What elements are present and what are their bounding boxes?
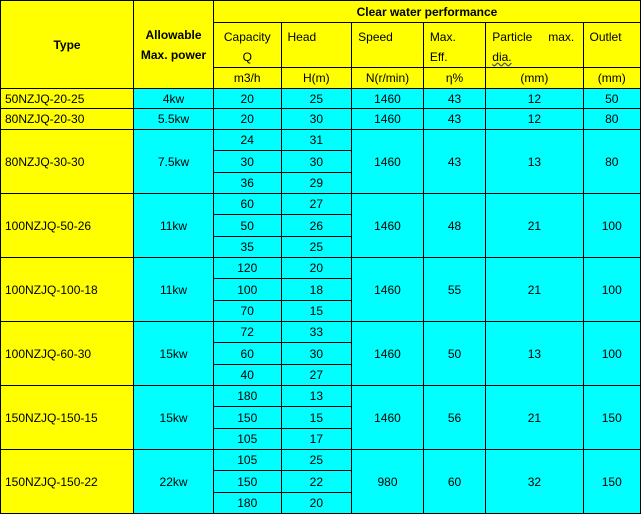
table-row <box>1 130 641 151</box>
table-row <box>1 109 641 130</box>
table-row <box>1 194 641 215</box>
speed-cell: 1460 <box>352 386 424 450</box>
capacity-cell: 180 <box>213 493 281 514</box>
head-cell: 30 <box>281 343 352 365</box>
header-head: Head <box>281 23 352 68</box>
capacity-cell: 36 <box>213 173 281 194</box>
head-cell: 20 <box>281 493 352 514</box>
particle-cell: 21 <box>486 386 583 450</box>
capacity-cell: 105 <box>213 450 281 471</box>
model-type-cell: 50NZJQ-20-25 <box>1 89 134 109</box>
head-cell: 33 <box>281 322 352 343</box>
capacity-cell: 40 <box>213 365 281 386</box>
header-capacity-label: Capacity <box>223 30 271 44</box>
unit-capacity: m3/h <box>213 68 281 89</box>
capacity-cell: 60 <box>213 194 281 215</box>
capacity-cell: 150 <box>213 407 281 429</box>
speed-cell: 1460 <box>352 130 424 194</box>
speed-cell: 1460 <box>352 109 424 130</box>
capacity-cell: 72 <box>213 322 281 343</box>
unit-particle: (mm) <box>486 68 583 89</box>
particle-cell: 12 <box>486 109 583 130</box>
header-max-power-label: Max. power <box>140 47 207 62</box>
outlet-cell: 150 <box>583 450 640 514</box>
efficiency-cell: 50 <box>423 322 485 386</box>
header-outlet: Outlet <box>583 23 640 68</box>
head-cell: 13 <box>281 386 352 407</box>
particle-cell: 13 <box>486 322 583 386</box>
efficiency-cell: 48 <box>423 194 485 258</box>
capacity-cell: 120 <box>213 258 281 279</box>
speed-cell: 1460 <box>352 194 424 258</box>
particle-cell: 21 <box>486 194 583 258</box>
table-row <box>1 386 641 407</box>
particle-cell: 32 <box>486 450 583 514</box>
header-speed: Speed <box>352 23 424 68</box>
header-eff-label: Eff. <box>429 50 448 64</box>
efficiency-cell: 43 <box>423 89 485 109</box>
outlet-cell: 150 <box>583 386 640 450</box>
header-dia-label: dia. <box>492 50 512 64</box>
model-type-cell: 150NZJQ-150-15 <box>1 386 134 450</box>
unit-eff: η% <box>423 68 485 89</box>
header-particle-label: Particle <box>492 30 533 44</box>
outlet-cell: 100 <box>583 322 640 386</box>
capacity-cell: 20 <box>213 89 281 109</box>
head-cell: 25 <box>281 237 352 258</box>
outlet-cell: 80 <box>583 109 640 130</box>
capacity-cell: 180 <box>213 386 281 407</box>
model-type-cell: 80NZJQ-20-30 <box>1 109 134 130</box>
model-type-cell: 150NZJQ-150-22 <box>1 450 134 514</box>
capacity-cell: 50 <box>213 215 281 237</box>
outlet-cell: 80 <box>583 130 640 194</box>
header-max-eff <box>423 23 485 68</box>
capacity-cell: 150 <box>213 471 281 493</box>
power-cell: 22kw <box>134 450 214 514</box>
outlet-cell: 100 <box>583 258 640 322</box>
capacity-cell: 35 <box>213 237 281 258</box>
power-cell: 5.5kw <box>134 109 214 130</box>
power-cell: 4kw <box>134 89 214 109</box>
model-type-cell: 100NZJQ-50-26 <box>1 194 134 258</box>
power-cell: 7.5kw <box>134 130 214 194</box>
speed-cell: 980 <box>352 450 424 514</box>
header-particle-max-label: max. <box>548 30 575 44</box>
table-row <box>1 450 641 471</box>
header-capacity-symbol: Q <box>242 50 252 64</box>
table-row <box>1 89 641 109</box>
head-cell: 26 <box>281 215 352 237</box>
particle-cell: 13 <box>486 130 583 194</box>
head-cell: 30 <box>281 109 352 130</box>
efficiency-cell: 56 <box>423 386 485 450</box>
power-cell: 11kw <box>134 258 214 322</box>
speed-cell: 1460 <box>352 89 424 109</box>
header-particle-max-dia <box>486 23 583 68</box>
head-cell: 20 <box>281 258 352 279</box>
capacity-cell: 60 <box>213 343 281 365</box>
table-row <box>1 258 641 279</box>
head-cell: 31 <box>281 130 352 151</box>
capacity-cell: 24 <box>213 130 281 151</box>
capacity-cell: 105 <box>213 429 281 450</box>
header-type: Type <box>1 1 134 89</box>
head-cell: 15 <box>281 407 352 429</box>
speed-cell: 1460 <box>352 322 424 386</box>
particle-cell: 21 <box>486 258 583 322</box>
header-clear-water-performance: Clear water performance <box>213 1 640 23</box>
header-allowable-power <box>134 1 214 89</box>
outlet-cell: 50 <box>583 89 640 109</box>
header-capacity <box>213 23 281 68</box>
particle-cell: 12 <box>486 89 583 109</box>
head-cell: 30 <box>281 151 352 173</box>
head-cell: 29 <box>281 173 352 194</box>
table-row <box>1 322 641 343</box>
power-cell: 15kw <box>134 322 214 386</box>
model-type-cell: 100NZJQ-100-18 <box>1 258 134 322</box>
head-cell: 27 <box>281 365 352 386</box>
capacity-cell: 30 <box>213 151 281 173</box>
efficiency-cell: 43 <box>423 130 485 194</box>
head-cell: 17 <box>281 429 352 450</box>
power-cell: 11kw <box>134 194 214 258</box>
model-type-cell: 100NZJQ-60-30 <box>1 322 134 386</box>
power-cell: 15kw <box>134 386 214 450</box>
capacity-cell: 100 <box>213 279 281 301</box>
efficiency-cell: 43 <box>423 109 485 130</box>
head-cell: 25 <box>281 89 352 109</box>
head-cell: 18 <box>281 279 352 301</box>
head-cell: 22 <box>281 471 352 493</box>
unit-speed: N(r/min) <box>352 68 424 89</box>
head-cell: 27 <box>281 194 352 215</box>
capacity-cell: 20 <box>213 109 281 130</box>
speed-cell: 1460 <box>352 258 424 322</box>
header-max-label: Max. <box>429 30 456 44</box>
head-cell: 15 <box>281 301 352 322</box>
outlet-cell: 100 <box>583 194 640 258</box>
efficiency-cell: 55 <box>423 258 485 322</box>
unit-outlet: (mm) <box>583 68 640 89</box>
header-allowable-label: Allowable <box>145 27 202 42</box>
head-cell: 25 <box>281 450 352 471</box>
unit-head: H(m) <box>281 68 352 89</box>
capacity-cell: 70 <box>213 301 281 322</box>
efficiency-cell: 60 <box>423 450 485 514</box>
model-type-cell: 80NZJQ-30-30 <box>1 130 134 194</box>
